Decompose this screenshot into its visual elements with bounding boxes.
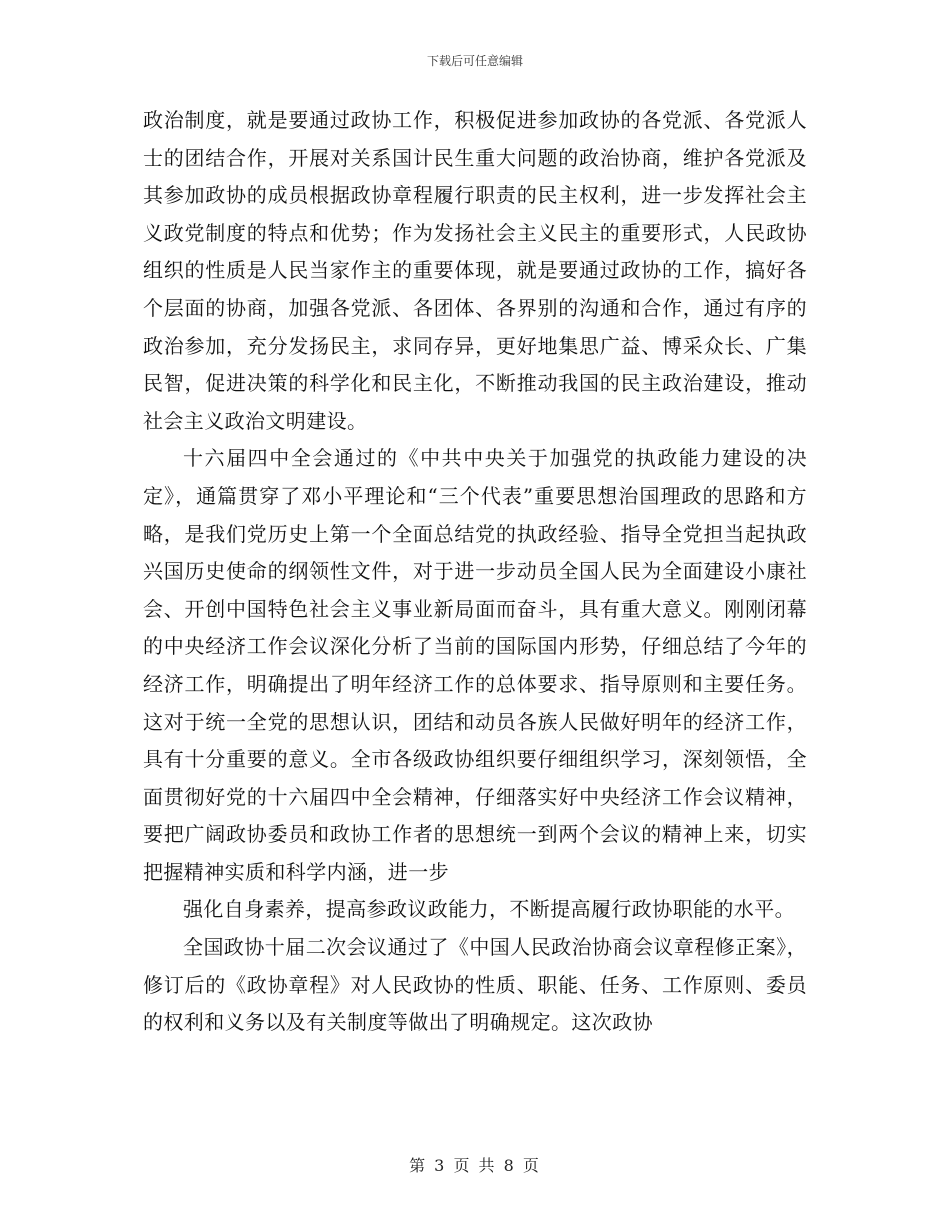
document-body [143,102,807,1042]
paragraph-1: 政治制度，就是要通过政协工作，积极促进参加政协的各党派、各党派人士的团结合作，开展对关系国计民生重大问题的政治协商，维护各党派及其参加政协的成员根据政协章程履行职责的民主权利，进一步发挥社会主义政党制度的特点和优势；作为发扬社会主义民主的重要形式，人民政协组织的性质是人民当家作主的重要体现，就是要通过政协的工作，搞好各个层面的协商，加强各党派、各团体、各界别的沟通和合作，通过有序的政治参加，充分发扬民主，求同存异，更好地集思广益、博采众长、广集民智，促进决策的科学化和民主化，不断推动我国的民主政治建设，推动社会主义政治文明建设。 [143,108,807,433]
paragraph-2: 十六届四中全会通过的《中共中央关于加强党的执政能力建设的决定》，通篇贯穿了邓小平理论和“三个代表”重要思想治国理政的思路和方略，是我们党历史上第一个全面总结党的执政经验、指导全党担当起执政兴国历史使命的纲领性文件，对于进一步动员全国人民为全面建设小康社会、开创中国特色社会主义事业新局面而奋斗，具有重大意义。刚刚闭幕的中央经济工作会议深化分析了当前的国际国内形势，仔细总结了今年的经济工作，明确提出了明年经济工作的总体要求、指导原则和主要任务。这对于统一全党的思想认识，团结和动员各族人民做好明年的经济工作，具有十分重要的意义。全市各级政协组织要仔细组织学习，深刻领悟，全面贯彻好党的十六届四中全会精神，仔细落实好中央经济工作会议精神，要把广阔政协委员和政协工作者的思想统一到两个会议的精神上来，切实把握精神实质和科学内涵，进一步 [143,446,807,884]
paragraph-4: 全国政协十届二次会议通过了《中国人民政治协商会议章程修正案》，修订后的《政协章程》对人民政协的性质、职能、任务、工作原则、委员的权利和义务以及有关制度等做出了明确规定。这次政协 [143,935,807,1035]
page-header: 下载后可任意编辑 [426,54,523,68]
page-footer: 第 3 页 共 8 页 [409,1156,541,1175]
paragraph-3: 强化自身素养，提高参政议政能力，不断提高履行政协职能的水平。 [183,897,795,922]
